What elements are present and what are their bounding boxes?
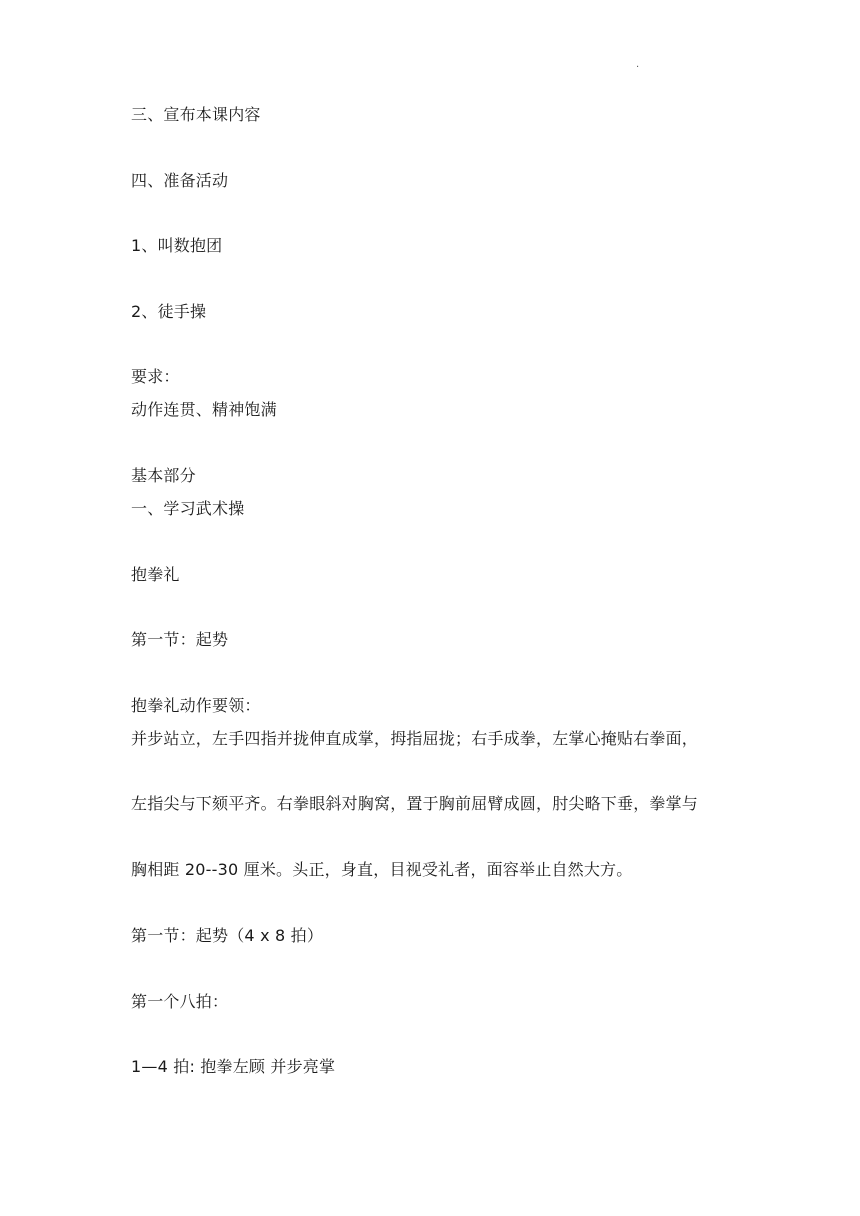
essentials-paragraph-line-1: 并步站立，左手四指并拢伸直成掌，拇指屈拢；右手成拳，左掌心掩贴右拳面， (131, 729, 699, 748)
section-heading-announce-content: 三、宣布本课内容 (131, 105, 261, 124)
list-item-freehand-exercise: 2、徒手操 (131, 302, 207, 321)
essentials-paragraph-line-3: 胸相距 20--30 厘米。头正，身直，目视受礼者，面容举止自然大方。 (131, 860, 633, 879)
subheading-section-one-beats: 第一节：起势（4 x 8 拍） (131, 926, 324, 945)
section-heading-learn-martial-arts: 一、学习武术操 (131, 499, 245, 518)
subheading-section-one-start: 第一节：起势 (131, 630, 229, 649)
fist-salute-essentials-label: 抱拳礼动作要领： (131, 696, 261, 715)
requirements-label: 要求： (131, 367, 180, 386)
essentials-paragraph-line-2: 左指尖与下颏平齐。右拳眼斜对胸窝，置于胸前屈臂成圆，肘尖略下垂，拳掌与 (131, 794, 699, 813)
section-heading-warmup: 四、准备活动 (131, 171, 229, 190)
page-mark: . (636, 59, 640, 70)
list-item-number-hug: 1、叫数抱团 (131, 236, 223, 255)
section-heading-basic-part: 基本部分 (131, 466, 196, 485)
first-eight-beats-label: 第一个八拍： (131, 992, 229, 1011)
beats-1-4-description: 1—4 拍: 抱拳左顾 并步亮掌 (131, 1057, 336, 1076)
subheading-fist-salute: 抱拳礼 (131, 565, 180, 584)
requirements-text: 动作连贯、精神饱满 (131, 400, 277, 419)
